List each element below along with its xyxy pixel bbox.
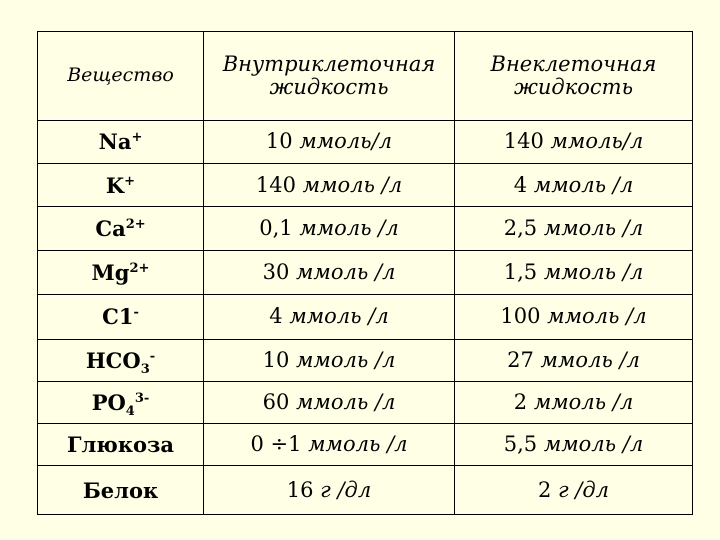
substance-name: Ca xyxy=(95,216,126,242)
substance-charge: + xyxy=(124,173,136,189)
value-unit: ммоль /л xyxy=(533,347,640,372)
value-unit: ммоль /л xyxy=(540,304,647,329)
value-number: 4 xyxy=(269,304,283,329)
value-unit: ммоль /л xyxy=(301,432,408,457)
table-row xyxy=(38,295,693,339)
intracellular-value xyxy=(204,250,455,294)
header-substance: Вещество xyxy=(38,32,204,121)
value-number: 60 xyxy=(262,389,290,414)
table-row xyxy=(38,164,693,207)
substance-name: C1 xyxy=(102,304,134,330)
value-unit: г /дл xyxy=(313,477,372,502)
substance-name: Na xyxy=(98,129,132,155)
table-row xyxy=(38,120,693,163)
value-number: 140 xyxy=(255,172,296,197)
intracellular-value xyxy=(204,424,455,466)
table-row xyxy=(38,424,693,466)
value-unit: ммоль /л xyxy=(296,172,403,197)
intracellular-value xyxy=(204,381,455,423)
value-number: 0,1 xyxy=(259,216,293,241)
value-unit: ммоль/л xyxy=(292,129,393,154)
value-number: 1,5 xyxy=(503,259,538,284)
value-number: 100 xyxy=(500,304,541,329)
substance-cell xyxy=(38,207,204,250)
value-number: 5,5 xyxy=(503,432,538,457)
substance-cell xyxy=(38,339,204,381)
substance-cell xyxy=(38,164,204,207)
substance-cell xyxy=(38,120,204,163)
substance-charge: 2+ xyxy=(125,217,146,233)
header-extracellular: Внеклеточная жидкость xyxy=(455,32,693,121)
value-number: 0 ÷1 xyxy=(250,432,302,457)
substance-name: Глюкоза xyxy=(66,432,175,458)
substance-name: PO xyxy=(91,389,126,415)
substance-cell xyxy=(38,466,204,515)
value-unit: ммоль /л xyxy=(292,216,399,241)
table-row xyxy=(38,381,693,423)
substance-cell xyxy=(38,295,204,339)
extracellular-value xyxy=(455,250,693,294)
table-row xyxy=(38,250,693,294)
value-unit: ммоль /л xyxy=(527,389,634,414)
value-number: 30 xyxy=(262,259,290,284)
substance-charge: + xyxy=(131,130,143,146)
substance-subscript: 3 xyxy=(140,361,150,377)
intracellular-value xyxy=(204,120,455,163)
substance-name: Mg xyxy=(91,259,130,285)
table-row xyxy=(38,466,693,515)
substance-charge: 3- xyxy=(134,390,150,406)
intracellular-value xyxy=(204,466,455,515)
extracellular-value xyxy=(455,339,693,381)
table-body xyxy=(38,120,693,514)
value-unit: ммоль /л xyxy=(537,432,644,457)
extracellular-value xyxy=(455,381,693,423)
extracellular-value xyxy=(455,295,693,339)
header-intracellular: Внутриклеточная жидкость xyxy=(204,32,455,121)
extracellular-value xyxy=(455,164,693,207)
value-number: 2 xyxy=(513,389,528,414)
intracellular-value xyxy=(204,295,455,339)
value-number: 10 xyxy=(265,129,293,154)
value-number: 10 xyxy=(262,347,290,372)
electrolyte-table xyxy=(37,31,693,515)
substance-charge: - xyxy=(133,305,139,321)
substance-subscript: 4 xyxy=(125,404,135,420)
extracellular-value xyxy=(455,424,693,466)
value-unit: ммоль/л xyxy=(543,129,644,154)
value-number: 2,5 xyxy=(503,216,538,241)
value-unit: ммоль /л xyxy=(537,216,644,241)
value-unit: ммоль /л xyxy=(289,259,396,284)
value-number: 16 xyxy=(286,477,314,502)
substance-name: K xyxy=(105,172,125,198)
intracellular-value xyxy=(204,164,455,207)
table-row xyxy=(38,207,693,250)
value-unit: г /дл xyxy=(551,477,610,502)
extracellular-value xyxy=(455,120,693,163)
value-number: 2 xyxy=(537,477,552,502)
substance-cell xyxy=(38,250,204,294)
intracellular-value xyxy=(204,207,455,250)
value-number: 4 xyxy=(513,172,528,197)
substance-name: Белок xyxy=(82,477,159,503)
substance-name: HCO xyxy=(85,347,141,373)
intracellular-value xyxy=(204,339,455,381)
value-number: 140 xyxy=(503,129,544,154)
header-row xyxy=(38,32,693,121)
extracellular-value xyxy=(455,207,693,250)
value-unit: ммоль /л xyxy=(289,347,396,372)
substance-cell xyxy=(38,424,204,466)
value-unit: ммоль /л xyxy=(527,172,634,197)
substance-charge: - xyxy=(149,348,156,364)
value-unit: ммоль /л xyxy=(289,389,396,414)
value-number: 27 xyxy=(507,347,534,372)
substance-cell xyxy=(38,381,204,423)
value-unit: ммоль /л xyxy=(537,259,644,284)
value-unit: ммоль /л xyxy=(282,304,389,329)
substance-charge: 2+ xyxy=(129,260,150,276)
table-row xyxy=(38,339,693,381)
extracellular-value xyxy=(455,466,693,515)
